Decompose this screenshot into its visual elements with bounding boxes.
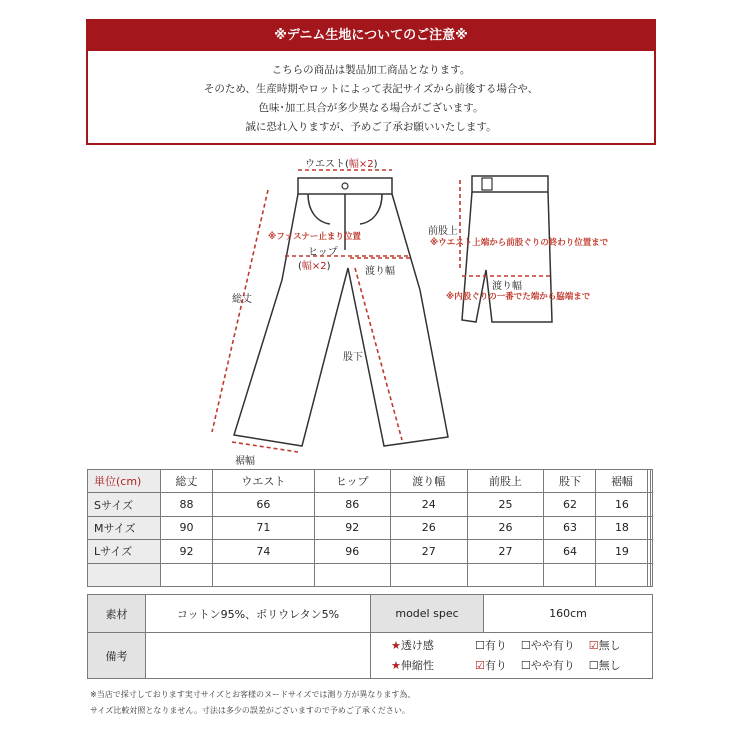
table-row [88, 633, 653, 679]
sheer-label: 透け感 [400, 638, 434, 652]
model-spec-label: model spec [371, 595, 484, 633]
table-cell: 71 [212, 516, 314, 539]
checkbox-sheer-no[interactable] [589, 636, 621, 656]
unit-header: 単位(cm) [88, 470, 161, 493]
checkbox-sheer-somewhat[interactable] [521, 636, 575, 656]
remarks-label: 備考 [88, 633, 146, 679]
table-cell [390, 563, 467, 586]
inseam-label: 股下 [343, 352, 363, 363]
rise-note: ※ウエスト上端から前股ぐりの終わり位置まで [430, 238, 609, 248]
footnote-line: ※当店で採寸しております実寸サイズとお客様のヌードサイズでは測り方が異なります為、 [90, 690, 416, 699]
material-label: 素材 [88, 595, 146, 633]
table-cell [650, 540, 652, 563]
size-table [87, 469, 653, 587]
table-cell: 88 [161, 493, 213, 516]
material-value: コットン95%、ポリウレタン5% [146, 595, 371, 633]
checkbox-icon: ☐ [520, 638, 531, 652]
column-header: 股下 [544, 470, 596, 493]
star-icon: ★ [391, 658, 401, 672]
spec-table [87, 594, 653, 679]
hip-paren-end: ) [326, 261, 331, 272]
stretch-row [391, 656, 646, 676]
table-cell: 96 [314, 540, 390, 563]
table-cell: 27 [467, 540, 544, 563]
option-label: やや有り [530, 638, 575, 652]
option-label: 無し [598, 658, 621, 672]
table-row [88, 595, 653, 633]
table-cell [212, 563, 314, 586]
column-header: 渡り幅 [390, 470, 467, 493]
checked-checkbox-icon: ☑ [588, 638, 599, 652]
table-cell [161, 563, 213, 586]
waist-paren: ) [373, 159, 378, 170]
checkbox-sheer-yes[interactable] [475, 636, 507, 656]
total-length-label: 総丈 [232, 294, 252, 305]
waist-text: ウエスト( [305, 159, 349, 170]
checkbox-stretch-no[interactable] [589, 656, 621, 676]
notice-line: 色味･加工具合が多少異なる場合がございます。 [258, 102, 484, 114]
column-header: 前股上 [467, 470, 544, 493]
column-header: 総丈 [161, 470, 213, 493]
notice-line: そのため、生産時期やロットによって表記サイズから前後する場合や、 [203, 83, 539, 95]
table-cell: 24 [390, 493, 467, 516]
table-row [88, 470, 653, 493]
hip-multiplier: 幅×2 [301, 261, 327, 272]
rise-label: 前股上 [428, 226, 458, 237]
footnote-line: サイズ比較対照となりません。寸法は多少の誤差がございますので予めご了承ください。 [90, 706, 410, 715]
table-cell: 26 [467, 516, 544, 539]
size-name [88, 563, 161, 586]
table-cell: 64 [544, 540, 596, 563]
hip-label: ヒップ [308, 247, 338, 258]
table-row [88, 540, 653, 563]
sheer-label-wrap [391, 636, 461, 656]
table-cell [596, 563, 648, 586]
table-cell: 25 [467, 493, 544, 516]
model-spec-value: 160cm [484, 595, 653, 633]
notice-title: ※デニム生地についてのご注意※ [88, 21, 654, 51]
checkbox-icon: ☐ [588, 658, 599, 672]
table-cell [650, 493, 652, 516]
hem-label: 裾幅 [235, 456, 255, 467]
table-cell: 16 [596, 493, 648, 516]
stretch-label: 伸縮性 [400, 658, 434, 672]
table-cell: 92 [161, 540, 213, 563]
notice-line: こちらの商品は製品加工商品となります。 [271, 64, 471, 76]
fastener-note: ※ファスナー止まり位置 [268, 232, 361, 242]
table-cell: 19 [596, 540, 648, 563]
waist-label [305, 155, 378, 170]
thigh-label: 渡り幅 [365, 266, 395, 277]
table-cell: 63 [544, 516, 596, 539]
column-header [650, 470, 652, 493]
column-header: 裾幅 [596, 470, 648, 493]
option-label: 有り [484, 638, 507, 652]
size-name: Sサイズ [88, 493, 161, 516]
table-cell [544, 563, 596, 586]
footnote [90, 687, 415, 719]
table-cell: 90 [161, 516, 213, 539]
checkbox-stretch-yes[interactable] [475, 656, 507, 676]
checkbox-icon: ☐ [520, 658, 531, 672]
table-row [88, 563, 653, 586]
size-name: Mサイズ [88, 516, 161, 539]
stretch-label-wrap [391, 656, 461, 676]
pants-measurement-diagram [190, 150, 630, 465]
table-cell: 18 [596, 516, 648, 539]
option-label: やや有り [530, 658, 575, 672]
table-cell [314, 563, 390, 586]
table-cell: 27 [390, 540, 467, 563]
table-cell: 66 [212, 493, 314, 516]
option-label: 無し [598, 638, 621, 652]
table-cell: 26 [390, 516, 467, 539]
thigh-note: ※内股ぐりの一番でた端から脇端まで [446, 292, 591, 302]
waist-multiplier: 幅×2 [348, 159, 374, 170]
checkbox-stretch-somewhat[interactable] [521, 656, 575, 676]
star-icon: ★ [391, 638, 401, 652]
table-cell: 86 [314, 493, 390, 516]
denim-notice-box [86, 19, 656, 145]
table-row [88, 516, 653, 539]
table-cell: 92 [314, 516, 390, 539]
table-cell: 74 [212, 540, 314, 563]
notice-line: 誠に恐れ入りますが、予めご了承お願いいたします。 [245, 121, 497, 133]
notice-body [88, 51, 654, 137]
hip-paren: ( [298, 261, 302, 272]
table-cell: 62 [544, 493, 596, 516]
remarks-value [146, 633, 371, 679]
table-cell [650, 516, 652, 539]
option-label: 有り [484, 658, 507, 672]
pants-illustration [190, 150, 630, 465]
sheer-row [391, 636, 646, 656]
side-thigh-label: 渡り幅 [492, 281, 522, 292]
column-header: ヒップ [314, 470, 390, 493]
feature-checks [371, 633, 653, 679]
table-cell [467, 563, 544, 586]
size-name: Lサイズ [88, 540, 161, 563]
column-header: ウエスト [212, 470, 314, 493]
table-row [88, 493, 653, 516]
checkbox-icon: ☐ [475, 638, 485, 652]
table-cell [650, 563, 652, 586]
checked-checkbox-icon: ☑ [475, 658, 485, 672]
hip-width-label [298, 257, 331, 272]
